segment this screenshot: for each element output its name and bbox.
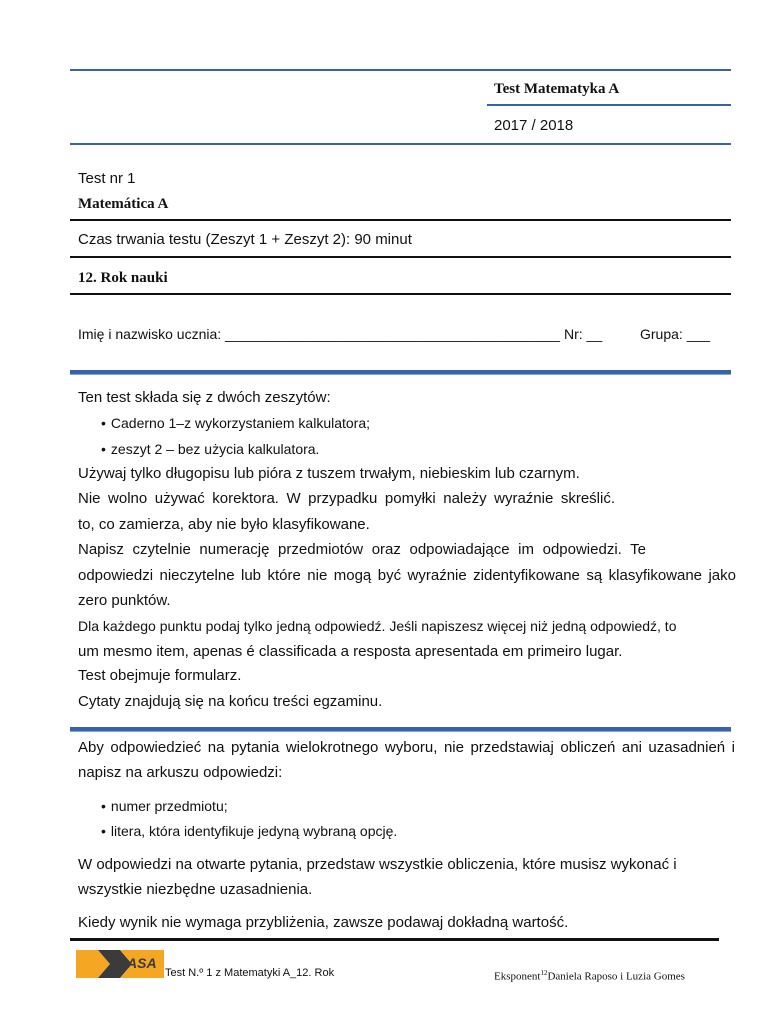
instructions-bullet-1: • Caderno 1–z wykorzystaniem kalkulatora; bbox=[101, 414, 370, 432]
logo-text: ASA bbox=[127, 955, 157, 971]
instructions-intro: Ten test składa się z dwóch zeszytów: bbox=[78, 389, 331, 406]
subject-rule bbox=[70, 219, 731, 221]
instructions-single: Dla każdego punktu podaj tylko jedną odpowiedź. Jeśli napiszesz więcej niż jedną odpowiedź, to bbox=[78, 618, 677, 634]
instructions-pen: Używaj tylko długopisu lub pióra z tuszem trwałym, niebieskim lub czarnym. bbox=[78, 465, 580, 482]
answers-bullet-1: • numer przedmiotu; bbox=[101, 797, 228, 815]
student-number-field[interactable]: Nr: __ bbox=[564, 326, 603, 342]
instructions-formulas: Test obejmuje formularz. bbox=[78, 667, 242, 684]
test-duration: Czas trwania testu (Zeszyt 1 + Zeszyt 2): 90 minut bbox=[78, 231, 412, 248]
answers-exact: Kiedy wynik nie wymaga przybliżenia, zawsze podawaj dokładną wartość. bbox=[78, 914, 569, 931]
answers-open-a: W odpowiedzi na otwarte pytania, przedstaw wszystkie obliczenia, które musisz wykonać i bbox=[78, 856, 677, 873]
footer-publisher bbox=[494, 966, 685, 984]
publisher-name: Eksponent bbox=[494, 970, 541, 983]
header-bottom-rule bbox=[70, 143, 731, 145]
footer-test-ref: Test N.º 1 z Matematyki A_12. Rok bbox=[165, 967, 335, 979]
school-year: 2017 / 2018 bbox=[494, 117, 574, 134]
test-title: Test Matematyka A bbox=[494, 81, 620, 97]
section-divider-1 bbox=[70, 370, 731, 374]
answers-mc-b: napisz na arkuszu odpowiedzi: bbox=[78, 764, 283, 781]
header-mid-rule bbox=[487, 104, 731, 106]
instructions-write-b: odpowiedzi nieczytelne lub które nie mogą być wyraźnie zidentyfikowane są klasyfikowane jako bbox=[78, 567, 736, 584]
instructions-bullet-2: • zeszyt 2 – bez użycia kalkulatora. bbox=[101, 440, 319, 458]
subject-title: Matemática A bbox=[78, 196, 169, 212]
instructions-corrector: Nie wolno używać korektora. W przypadku pomyłki należy wyraźnie skreślić. bbox=[78, 490, 615, 507]
answers-mc-a: Aby odpowiedzieć na pytania wielokrotnego wyboru, nie przedstawiaj obliczeń ani uzasadnień i bbox=[78, 739, 735, 756]
instructions-intend: to, co zamierza, aby nie było klasyfikowane. bbox=[78, 516, 370, 533]
school-grade: 12. Rok nauki bbox=[78, 270, 168, 286]
grade-rule bbox=[70, 293, 731, 295]
answers-open-b: wszystkie niezbędne uzasadnienia. bbox=[78, 881, 313, 898]
instructions-same-item: um mesmo item, apenas é classificada a resposta apresentada em primeiro lugar. bbox=[78, 643, 623, 660]
section-divider-2 bbox=[70, 727, 731, 731]
footer-rule bbox=[70, 938, 719, 941]
instructions-write-a: Napisz czytelnie numerację przedmiotów oraz odpowiadające im odpowiedzi. Te bbox=[78, 541, 646, 558]
student-name-field[interactable]: Imię i nazwisko ucznia: ___________________________________________ bbox=[78, 326, 560, 342]
publisher-superscript: 12 bbox=[540, 969, 548, 977]
header-top-rule bbox=[70, 69, 731, 71]
student-group-field[interactable]: Grupa: ___ bbox=[640, 326, 711, 342]
publisher-authors: Daniela Raposo i Luzia Gomes bbox=[547, 970, 685, 983]
duration-rule bbox=[70, 256, 731, 258]
test-number: Test nr 1 bbox=[78, 170, 136, 187]
answers-bullet-2: • litera, która identyfikuje jedyną wybraną opcję. bbox=[101, 822, 397, 840]
instructions-quotes: Cytaty znajdują się na końcu treści egzaminu. bbox=[78, 693, 383, 710]
instructions-write-c: zero punktów. bbox=[78, 592, 171, 609]
